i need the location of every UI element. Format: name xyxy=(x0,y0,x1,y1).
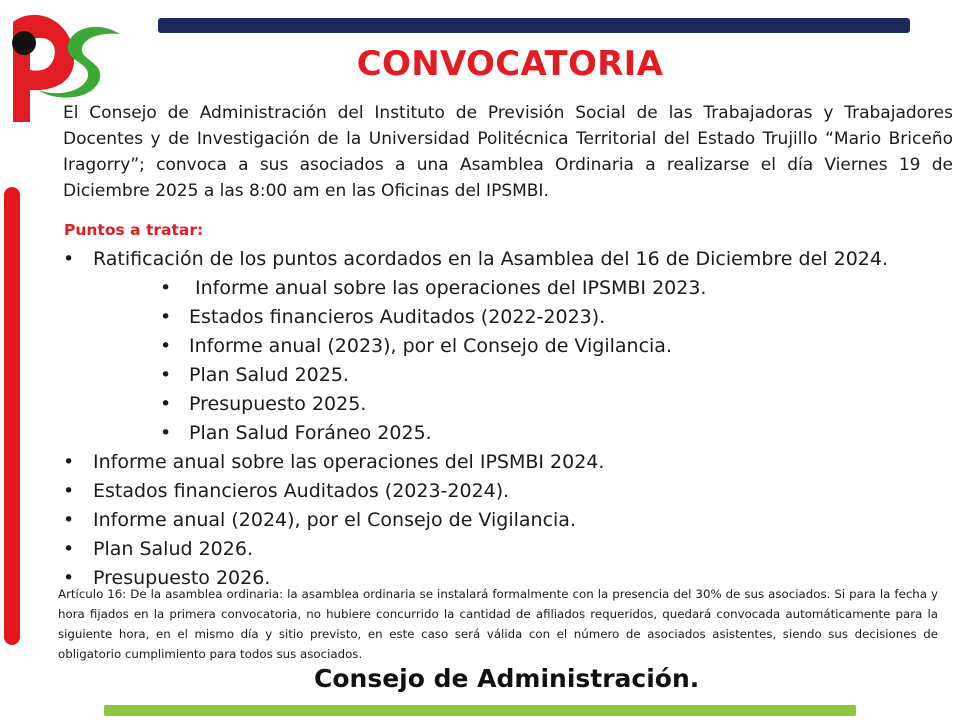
article-16-note: Artículo 16: De la asamblea ordinaria: la asamblea ordinaria se instalará formalmente con la presencia del 30% de sus asociados. Si para la fecha y hora fijados en la primera convocatoria, no hubiere concurrido la cantidad de afiliados requeridos, quedará convocada automáticamente para la siguiente hora, en el mismo día y sitio previsto, en este caso será válida con el número de asociados asistentes, siendo sus decisiones de obligatorio cumplimiento para todos sus asociados. xyxy=(58,587,938,661)
bullet: • xyxy=(63,538,75,560)
list-item-text: Estados financieros Auditados (2022-2023). xyxy=(189,306,606,328)
list-item-text: Informe anual (2024), por el Consejo de Vigilancia. xyxy=(93,509,576,531)
list-item-text: Presupuesto 2026. xyxy=(93,567,271,589)
bullet: • xyxy=(63,248,75,270)
bullet: • xyxy=(160,393,172,415)
list-item-text: Informe anual sobre las operaciones del IPSMBI 2023. xyxy=(189,277,707,299)
list-item xyxy=(0,419,960,448)
list-item xyxy=(0,535,960,564)
bullet: • xyxy=(160,364,172,386)
list-item-text: Plan Salud 2025. xyxy=(189,364,349,386)
bullet: • xyxy=(63,509,75,531)
bullet: • xyxy=(160,306,172,328)
list-item-text: Plan Salud Foráneo 2025. xyxy=(189,422,432,444)
intro-paragraph: El Consejo de Administración del Instituto de Previsión Social de las Trabajadoras y Trabajadores Docentes y de Investigación de la Universidad Politécnica Territorial del Estado Trujillo “Mario Briceño Iragorry”; convoca a sus asociados a una Asamblea Ordinaria a realizarse el día Viernes 19 de Diciembre 2025 a las 8:00 am en las Oficinas del IPSMBI. xyxy=(63,103,953,201)
bullet: • xyxy=(160,277,172,299)
list-item xyxy=(0,274,960,303)
signature: Consejo de Administración. xyxy=(314,664,700,693)
list-item xyxy=(0,332,960,361)
list-item-text: Presupuesto 2025. xyxy=(189,393,367,415)
bullet: • xyxy=(160,422,172,444)
list-item xyxy=(0,448,960,477)
bullet: • xyxy=(63,567,75,589)
points-heading: Puntos a tratar: xyxy=(64,221,204,239)
bullet: • xyxy=(63,451,75,473)
list-item-text: Plan Salud 2026. xyxy=(93,538,253,560)
list-item-text: Ratificación de los puntos acordados en la Asamblea del 16 de Diciembre del 2024. xyxy=(93,248,888,270)
list-item-text: Informe anual sobre las operaciones del IPSMBI 2024. xyxy=(93,451,605,473)
page-title: CONVOCATORIA xyxy=(356,44,664,84)
list-item-text: Estados financieros Auditados (2023-2024). xyxy=(93,480,510,502)
top-navy-bar xyxy=(158,18,910,33)
list-item xyxy=(0,303,960,332)
list-item xyxy=(0,477,960,506)
points-list xyxy=(0,245,960,593)
bullet: • xyxy=(63,480,75,502)
list-item xyxy=(0,506,960,535)
list-item xyxy=(0,390,960,419)
bullet: • xyxy=(160,335,172,357)
list-item xyxy=(0,361,960,390)
list-item-text: Informe anual (2023), por el Consejo de Vigilancia. xyxy=(189,335,672,357)
list-item xyxy=(0,245,960,274)
bottom-green-bar xyxy=(104,705,856,716)
